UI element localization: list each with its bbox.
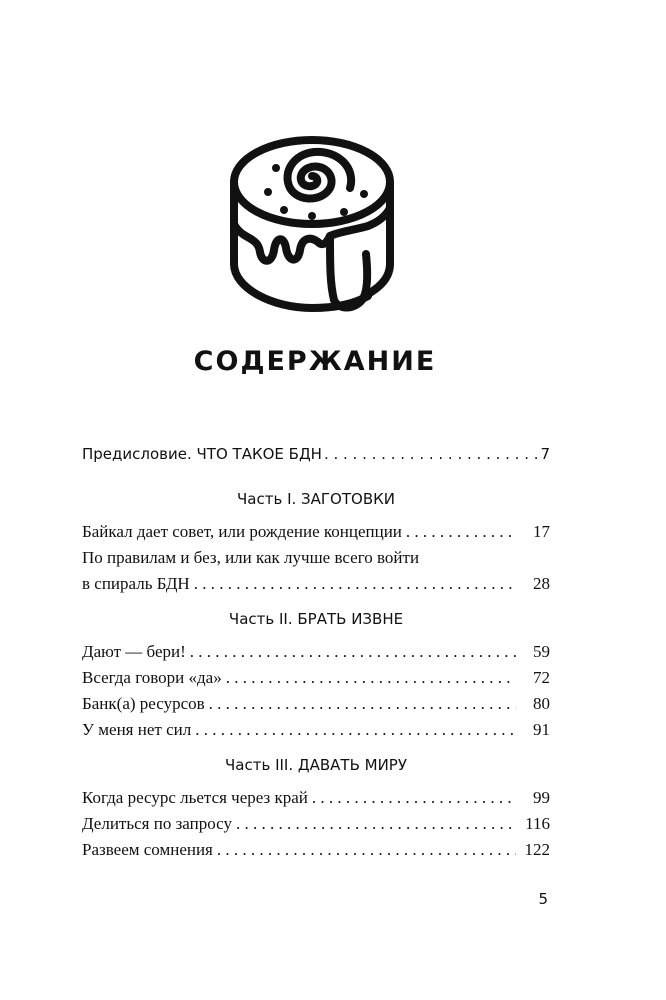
- toc-entry-line1: По правилам и без, или как лучше всего войти: [82, 548, 420, 567]
- toc-leader-dots: [194, 571, 516, 597]
- toc-entry-label: Развеем сомнения: [82, 840, 213, 859]
- toc-entry-label: Байкал дает совет, или рождение концепции: [82, 522, 402, 541]
- toc-entry-page: 80: [533, 694, 550, 713]
- toc-entry-page: 116: [525, 814, 550, 833]
- toc-leader-dots: [195, 717, 516, 743]
- page-title: СОДЕРЖАНИЕ: [193, 346, 437, 377]
- toc-entry-page: 122: [524, 840, 550, 859]
- toc-part-3-heading: Часть III. ДАВАТЬ МИРУ: [225, 756, 407, 774]
- page-number: 5: [538, 890, 548, 908]
- toc-entry-label: У меня нет сил: [82, 720, 192, 739]
- toc-leader-dots: [324, 445, 539, 463]
- toc-entry[interactable]: [82, 571, 550, 597]
- toc-entry-page: 59: [533, 642, 550, 661]
- toc-entry-page: 91: [533, 720, 550, 739]
- toc-entry-page: 72: [533, 668, 550, 687]
- toc-entry[interactable]: [82, 639, 550, 665]
- table-of-contents: [82, 445, 550, 863]
- toc-leader-dots: [312, 785, 516, 811]
- toc-entry[interactable]: [82, 785, 550, 811]
- toc-entry-label: в спираль БДН: [82, 574, 190, 593]
- toc-entry-label: Когда ресурс льется через край: [82, 788, 308, 807]
- toc-leader-dots: [236, 811, 516, 837]
- toc-entry-label: Всегда говори «да»: [82, 668, 222, 687]
- cinnamon-roll-icon: [214, 124, 410, 320]
- toc-entry[interactable]: [82, 837, 550, 863]
- toc-entry-label: Дают — бери!: [82, 642, 186, 661]
- toc-leader-dots: [217, 837, 516, 863]
- toc-leader-dots: [226, 665, 516, 691]
- toc-entry[interactable]: [82, 519, 550, 545]
- toc-entry-label: Делиться по запросу: [82, 814, 232, 833]
- toc-entry[interactable]: [82, 811, 550, 837]
- toc-leader-dots: [406, 519, 516, 545]
- toc-entry-page: 28: [533, 574, 550, 593]
- toc-entry[interactable]: [82, 717, 550, 743]
- toc-part-2-heading: Часть II. БРАТЬ ИЗВНЕ: [228, 610, 404, 628]
- toc-preface-label: Предисловие. ЧТО ТАКОЕ БДН: [82, 445, 322, 463]
- toc-preface-page: 7: [540, 445, 550, 463]
- toc-entry-label: Банк(а) ресурсов: [82, 694, 205, 713]
- toc-leader-dots: [209, 691, 516, 717]
- toc-preface[interactable]: [82, 445, 550, 477]
- toc-entry[interactable]: [82, 665, 550, 691]
- toc-entry[interactable]: [82, 691, 550, 717]
- toc-leader-dots: [190, 639, 516, 665]
- toc-entry-page: 99: [533, 788, 550, 807]
- toc-part-1-heading: Часть I. ЗАГОТОВКИ: [237, 490, 395, 508]
- toc-entry-page: 17: [533, 522, 550, 541]
